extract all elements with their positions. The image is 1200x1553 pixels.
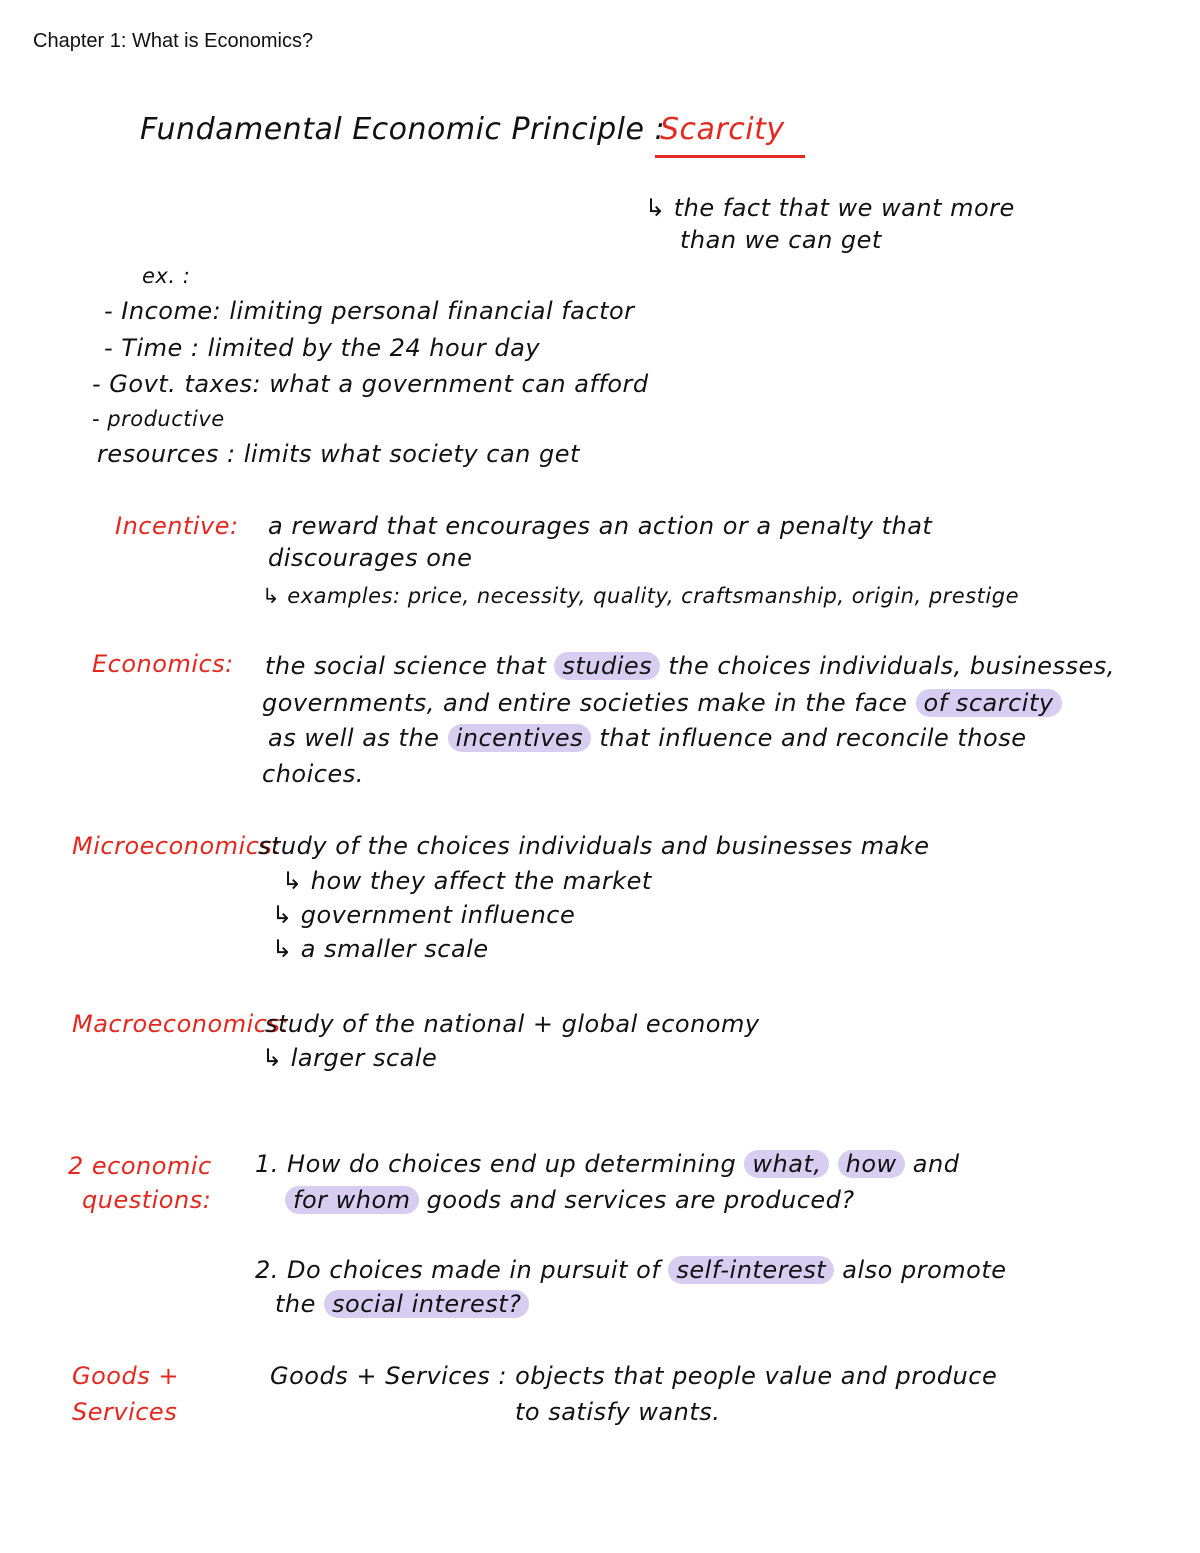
macro-def-line1: study of the national + global economy	[265, 1010, 760, 1038]
economics-line3-c: that influence and reconcile those	[599, 724, 1027, 752]
highlight-self-interest: self-interest	[668, 1256, 834, 1284]
example-govt-taxes: - Govt. taxes: what a government can afford	[92, 370, 649, 398]
question-1-d: and	[912, 1150, 960, 1178]
scarcity-underline	[655, 155, 805, 158]
questions-term-line2: questions:	[82, 1186, 212, 1214]
question-1-line2	[285, 1186, 855, 1214]
example-resources: resources : limits what society can get	[97, 440, 580, 468]
question-1-a: 1. How do choices end up determining	[255, 1150, 737, 1178]
goods-def-line1: Goods + Services : objects that people value and produce	[270, 1362, 998, 1390]
micro-def-line1: study of the choices individuals and businesses make	[258, 832, 930, 860]
economics-def-line1	[265, 652, 1115, 680]
economics-def-line4: choices.	[262, 760, 364, 788]
goods-term-line1: Goods +	[72, 1362, 179, 1390]
economics-line1-c: the choices individuals, businesses,	[668, 652, 1115, 680]
question-2-d: the	[275, 1290, 316, 1318]
highlight-for-whom: for whom	[285, 1186, 419, 1214]
incentive-examples: ↳ examples: price, necessity, quality, craftsmanship, origin, prestige	[262, 584, 1019, 608]
micro-def-line3: ↳ government influence	[272, 901, 576, 929]
question-2-line2	[275, 1290, 529, 1318]
page-header: Chapter 1: What is Economics?	[33, 30, 314, 52]
scarcity-def-line1: ↳ the fact that we want more	[645, 194, 1015, 222]
questions-term-line1: 2 economic	[68, 1152, 212, 1180]
title-scarcity: Scarcity	[660, 112, 785, 147]
micro-def-line4: ↳ a smaller scale	[272, 935, 489, 963]
microeconomics-term: Microeconomics:	[72, 832, 281, 860]
title-principle: Fundamental Economic Principle :	[140, 112, 666, 147]
example-productive: - productive	[92, 407, 225, 431]
highlight-social-interest: social interest?	[324, 1290, 529, 1318]
highlight-studies: studies	[554, 652, 660, 680]
example-time: - Time : limited by the 24 hour day	[104, 334, 541, 362]
macro-def-line2: ↳ larger scale	[262, 1044, 438, 1072]
incentive-def-line2: discourages one	[268, 544, 473, 572]
goods-def-line2: to satisfy wants.	[515, 1398, 721, 1426]
highlight-how: how	[838, 1150, 905, 1178]
economics-def-line2	[262, 689, 1062, 717]
economics-line2-a: governments, and entire societies make in the face	[262, 689, 908, 717]
incentive-term: Incentive:	[115, 512, 239, 540]
examples-label: ex. :	[142, 264, 191, 288]
goods-term-line2: Services	[72, 1398, 178, 1426]
question-1-f: goods and services are produced?	[426, 1186, 855, 1214]
economics-line1-a: the social science that	[265, 652, 547, 680]
example-income: - Income: limiting personal financial factor	[104, 297, 635, 325]
economics-line3-a: as well as the	[268, 724, 440, 752]
question-2-a: 2. Do choices made in pursuit of	[255, 1256, 661, 1284]
question-2-line1	[255, 1256, 1007, 1284]
scarcity-def-line2: than we can get	[680, 226, 882, 254]
highlight-scarcity: of scarcity	[916, 689, 1062, 717]
micro-def-line2: ↳ how they affect the market	[282, 867, 652, 895]
economics-term: Economics:	[92, 650, 234, 678]
economics-def-line3	[268, 724, 1026, 752]
question-1-line1	[255, 1150, 959, 1178]
highlight-what: what,	[744, 1150, 829, 1178]
macroeconomics-term: Macroeconomics:	[72, 1010, 290, 1038]
incentive-def-line1: a reward that encourages an action or a penalty that	[268, 512, 933, 540]
question-2-c: also promote	[842, 1256, 1007, 1284]
highlight-incentives: incentives	[448, 724, 592, 752]
